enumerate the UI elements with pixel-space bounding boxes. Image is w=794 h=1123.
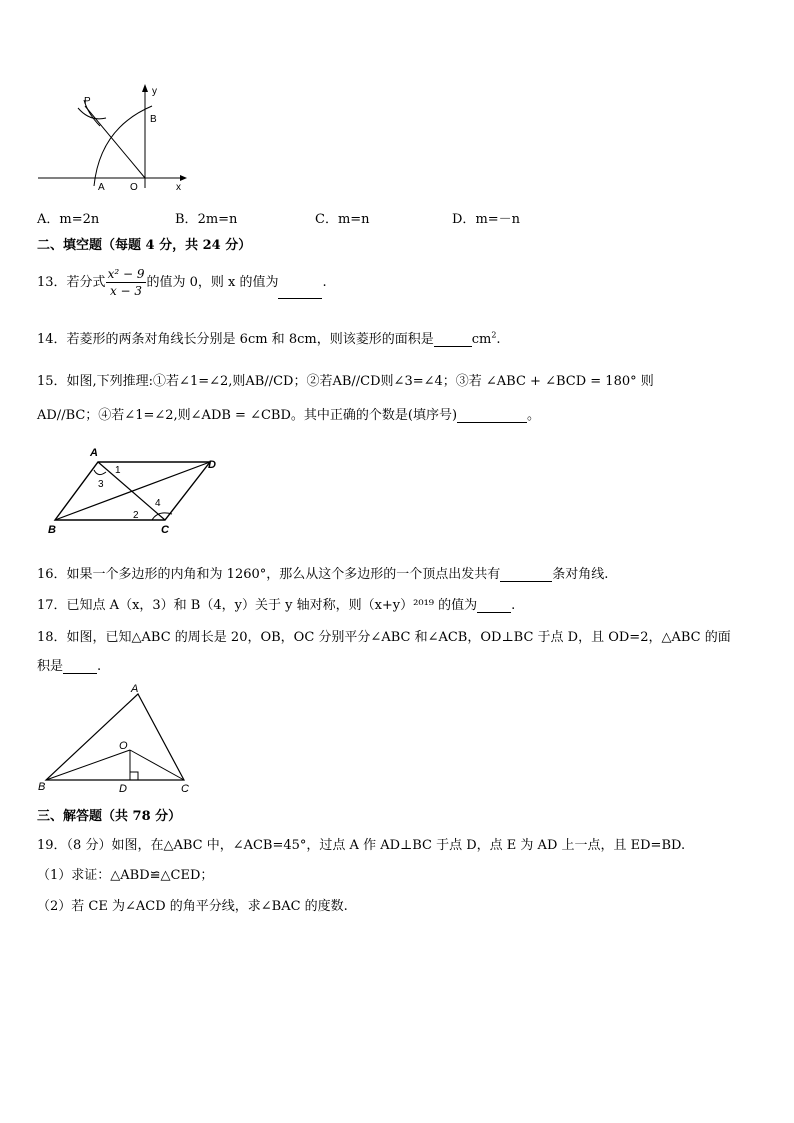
x-axis-arrow bbox=[180, 175, 187, 181]
answer-blank[interactable] bbox=[434, 332, 472, 347]
q12-option-d: D．m=－n bbox=[452, 212, 521, 227]
label-b: B bbox=[48, 524, 56, 536]
label-angle-4: 4 bbox=[155, 498, 161, 509]
question-15-line-1: 15．如图,下列推理:①若∠1=∠2,则AB//CD；②若AB//CD则∠3=∠4；③若 ∠ABC + ∠BCD = 180° 则 bbox=[37, 374, 654, 389]
q12-figure bbox=[30, 78, 200, 198]
answer-blank[interactable] bbox=[457, 408, 527, 423]
answer-blank[interactable] bbox=[500, 567, 552, 582]
q12-option-b: B．2m=n bbox=[175, 212, 238, 227]
label-c: C bbox=[161, 524, 169, 536]
q12-option-a: A．m=2n bbox=[37, 212, 100, 227]
label-angle-3: 3 bbox=[98, 479, 104, 490]
label-a: A bbox=[90, 447, 98, 459]
y-axis-arrow bbox=[142, 84, 148, 92]
section-title-fill-in: 二、填空题（每题 4 分，共 24 分） bbox=[37, 238, 252, 253]
label-d: D bbox=[119, 783, 127, 795]
label-angle-2: 2 bbox=[133, 510, 139, 521]
label-b: B bbox=[150, 114, 157, 125]
right-angle-mark bbox=[130, 772, 138, 780]
label-b: B bbox=[38, 781, 46, 793]
q18-figure bbox=[30, 680, 205, 795]
label-d: D bbox=[208, 459, 216, 471]
label-c: C bbox=[181, 783, 189, 795]
question-13: 13．若分式 $\frac{\text{x² − 9}}{x - 3}$ 的值为 0，则 x 的值为 . bbox=[37, 267, 327, 298]
question-18-line-1: 18．如图，已知△ABC 的周长是 20，OB，OC 分别平分∠ABC 和∠ACB，OD⊥BC 于点 D，且 OD=2，△ABC 的面 bbox=[37, 630, 731, 645]
question-16: 16．如果一个多边形的内角和为 1260°，那么从这个多边形的一个顶点出发共有 条对角线. bbox=[37, 567, 609, 582]
answer-blank[interactable] bbox=[63, 659, 97, 674]
question-14: 14．若菱形的两条对角线长分别是 6cm 和 8cm，则该菱形的面积是 $cm^2$. bbox=[37, 330, 501, 347]
label-angle-1: 1 bbox=[115, 465, 121, 476]
answer-blank[interactable] bbox=[477, 598, 511, 613]
label-o: O bbox=[119, 740, 128, 752]
triangle-abc bbox=[46, 694, 184, 780]
question-19-sub-2: （2）若 CE 为∠ACD 的角平分线，求∠BAC 的度数. bbox=[37, 899, 348, 914]
label-a: A bbox=[131, 683, 139, 695]
answer-blank[interactable] bbox=[278, 284, 322, 299]
ray-op bbox=[85, 106, 145, 178]
arc-from-a-to-b bbox=[94, 106, 152, 186]
question-19-line-1: 19．（8 分）如图，在△ABC 中，∠ACB=45°，过点 A 作 AD⊥BC 于点 D，点 E 为 AD 上一点，且 ED=BD. bbox=[37, 838, 686, 853]
question-19-sub-1: （1）求证：△ABD≌△CED； bbox=[37, 868, 214, 883]
label-x: x bbox=[176, 182, 181, 193]
label-y: y bbox=[152, 86, 157, 97]
section-title-solve: 三、解答题（共 78 分） bbox=[37, 809, 182, 824]
label-a: A bbox=[98, 182, 105, 193]
fraction: $\frac{\text{x² − 9}}{x - 3}$ bbox=[107, 267, 145, 298]
question-15-line-2: AD//BC；④若∠1=∠2,则∠ADB = ∠CBD。其中正确的个数是(填序号) 。 bbox=[37, 408, 541, 423]
segment-ob bbox=[46, 750, 130, 780]
label-o: O bbox=[130, 182, 138, 193]
question-18-line-2: 积是 . bbox=[37, 659, 102, 674]
label-p: P bbox=[84, 96, 91, 107]
q12-option-c: C．m=n bbox=[315, 212, 370, 227]
question-17: 17．已知点 A（x，3）和 B（4，y）关于 y 轴对称，则（x+y）²⁰¹⁹ 的值为 . bbox=[37, 598, 516, 613]
q15-figure bbox=[40, 440, 240, 540]
angle-arc-a bbox=[94, 470, 106, 475]
